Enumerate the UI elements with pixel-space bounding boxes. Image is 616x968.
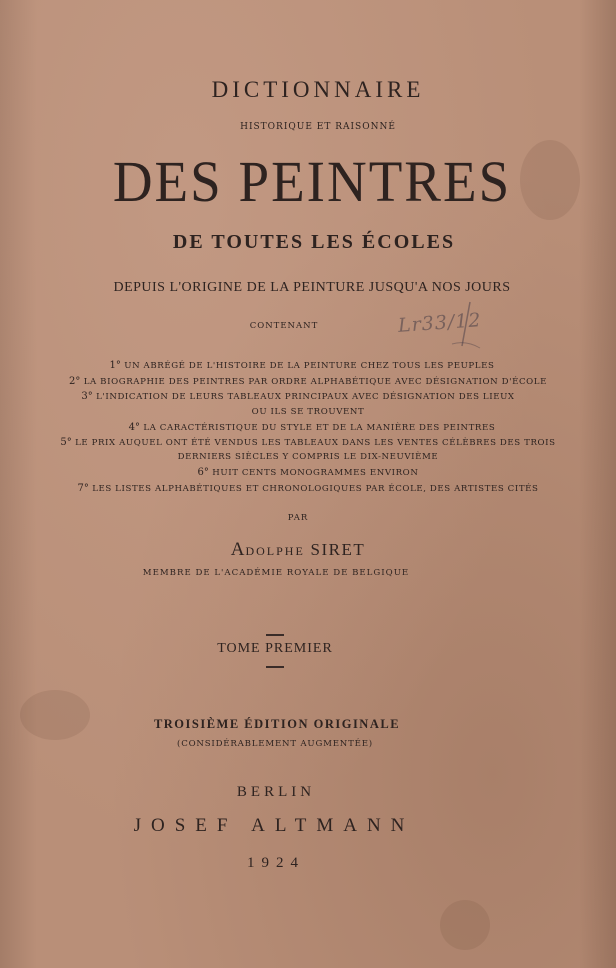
item-text: LES LISTES ALPHABÉTIQUES ET CHRONOLOGIQUES PAR ÉCOLE, DES ARTISTES CITÉS (92, 484, 539, 494)
contents-item-6 (0, 468, 616, 478)
author-name (0, 540, 606, 559)
author-last-name: SIRET (310, 540, 366, 559)
item-number: 5° (60, 437, 72, 448)
label-contenant: CONTENANT (249, 321, 319, 331)
contents-item-2 (0, 377, 616, 387)
item-number: 6° (197, 467, 209, 478)
label-par: PAR (287, 513, 309, 523)
item-text: UN ABRÉGÉ DE L'HISTOIRE DE LA PEINTURE CHEZ TOUS LES PEUPLES (124, 361, 495, 371)
paper-stain (20, 690, 90, 740)
author-first-initial: A (230, 539, 246, 560)
item-text: HUIT CENTS MONOGRAMMES ENVIRON (212, 468, 419, 478)
handwritten-stroke-icon (448, 300, 484, 350)
item-number: 3° (81, 391, 93, 402)
edition-label: TROISIÈME ÉDITION ORIGINALE (153, 717, 401, 731)
edition-note: (CONSIDÉRABLEMENT AUGMENTÉE) (177, 739, 373, 749)
contents-item-5 (0, 438, 616, 448)
item-number: 4° (128, 422, 141, 433)
publisher-name: JOSEF ALTMANN (133, 815, 415, 836)
contents-item-1 (0, 361, 610, 371)
handwritten-shelfmark: Lr33/12 (397, 309, 483, 337)
paper-stain (440, 900, 490, 950)
subtitle-toutes-ecoles: DE TOUTES LES ÉCOLES (172, 231, 456, 253)
item-text: LA BIOGRAPHIE DES PEINTRES PAR ORDRE ALPHABÉTIQUE AVEC DÉSIGNATION D'ÉCOLE (83, 377, 547, 387)
author-first-rest: DOLPHE (245, 544, 305, 558)
subtitle-depuis: DEPUIS L'ORIGINE DE LA PEINTURE JUSQU'A NOS JOURS (113, 280, 511, 295)
contents-item-4 (0, 423, 616, 433)
item-text: LA CARACTÉRISTIQUE DU STYLE ET DE LA MANIÈRE DES PEINTRES (143, 423, 496, 433)
item-number: 7° (77, 483, 89, 494)
contents-item-3 (0, 392, 606, 402)
divider (266, 666, 284, 668)
heading-dictionnaire: DICTIONNAIRE (211, 77, 425, 102)
item-text: LE PRIX AUQUEL ONT ÉTÉ VENDUS LES TABLEAUX DANS LES VENTES CÉLÈBRES DES TROIS (75, 438, 556, 448)
item-number: 2° (69, 376, 81, 387)
contents-item-3-continued: OU ILS SE TROUVENT (251, 407, 365, 417)
item-text: L'INDICATION DE LEURS TABLEAUX PRINCIPAUX AVEC DÉSIGNATION DES LIEUX (96, 392, 515, 402)
contents-item-7 (0, 484, 616, 494)
main-title: DES PEINTRES (112, 149, 512, 214)
contents-item-5-continued: DERNIERS SIÈCLES Y COMPRIS LE DIX-NEUVIÈME (177, 452, 439, 462)
item-number: 1° (109, 360, 121, 371)
volume-label: TOME PREMIER (217, 641, 333, 656)
divider (266, 634, 284, 636)
subheading-historique: HISTORIQUE ET RAISONNÉ (240, 122, 396, 132)
publisher-city: BERLIN (236, 784, 316, 800)
author-affiliation: MEMBRE DE L'ACADÉMIE ROYALE DE BELGIQUE (142, 568, 410, 578)
publication-year: 1924 (247, 855, 305, 871)
